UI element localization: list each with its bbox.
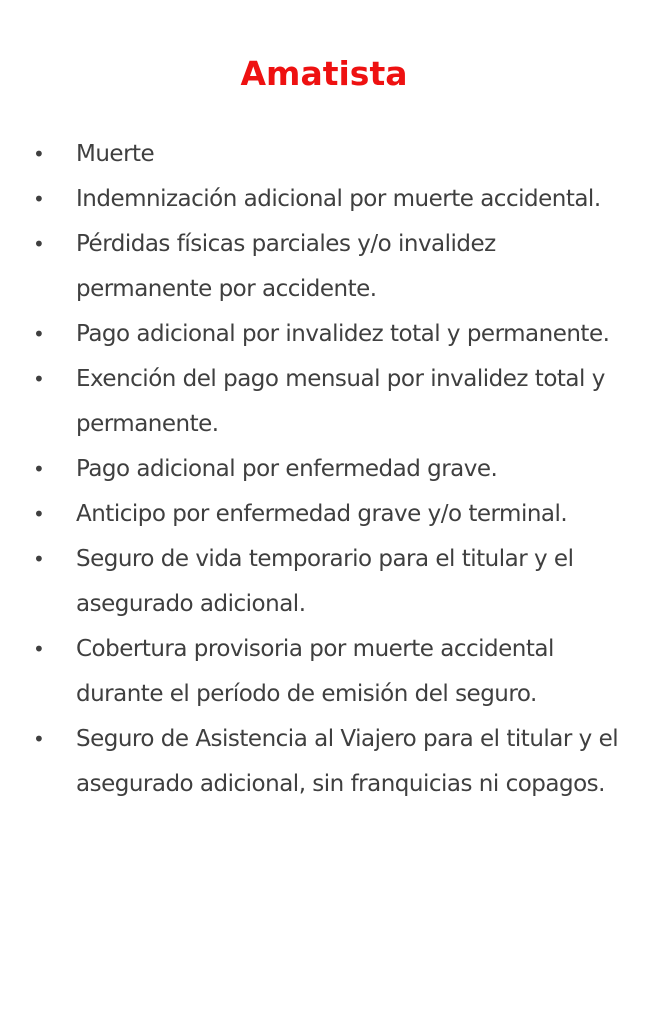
list-item-text: Exención del pago mensual por invalidez total y permanente. (76, 366, 605, 437)
bullet-icon: • (33, 727, 45, 751)
list-item-text: Pago adicional por enfermedad grave. (76, 456, 498, 482)
list-item (0, 357, 640, 447)
list-item (0, 222, 640, 312)
list-item (0, 492, 640, 537)
bullet-icon: • (33, 367, 45, 391)
list-item-text: Pérdidas físicas parciales y/o invalidez permanente por accidente. (76, 231, 496, 302)
page-title: Amatista (240, 54, 408, 93)
bullet-icon: • (33, 322, 45, 346)
list-item (0, 132, 640, 177)
bullet-icon: • (33, 547, 45, 571)
list-item (0, 312, 640, 357)
bullet-icon: • (33, 187, 45, 211)
bullet-icon: • (33, 457, 45, 481)
list-item-text: Indemnización adicional por muerte accidental. (76, 186, 601, 212)
bullet-icon: • (33, 232, 45, 256)
list-item-text: Seguro de Asistencia al Viajero para el titular y el asegurado adicional, sin franquicias ni copagos. (76, 726, 619, 797)
list-item (0, 447, 640, 492)
list-item (0, 627, 640, 717)
benefit-list (0, 132, 640, 807)
list-item-text: Cobertura provisoria por muerte accidental durante el período de emisión del seguro. (76, 636, 554, 707)
list-item-text: Anticipo por enfermedad grave y/o terminal. (76, 501, 568, 527)
bullet-icon: • (33, 142, 45, 166)
list-item (0, 537, 640, 627)
list-item (0, 717, 640, 807)
list-item-text: Pago adicional por invalidez total y permanente. (76, 321, 610, 347)
bullet-icon: • (33, 502, 45, 526)
list-item-text: Seguro de vida temporario para el titular y el asegurado adicional. (76, 546, 574, 617)
list-item-text: Muerte (76, 141, 155, 167)
bullet-icon: • (33, 637, 45, 661)
list-item (0, 177, 640, 222)
